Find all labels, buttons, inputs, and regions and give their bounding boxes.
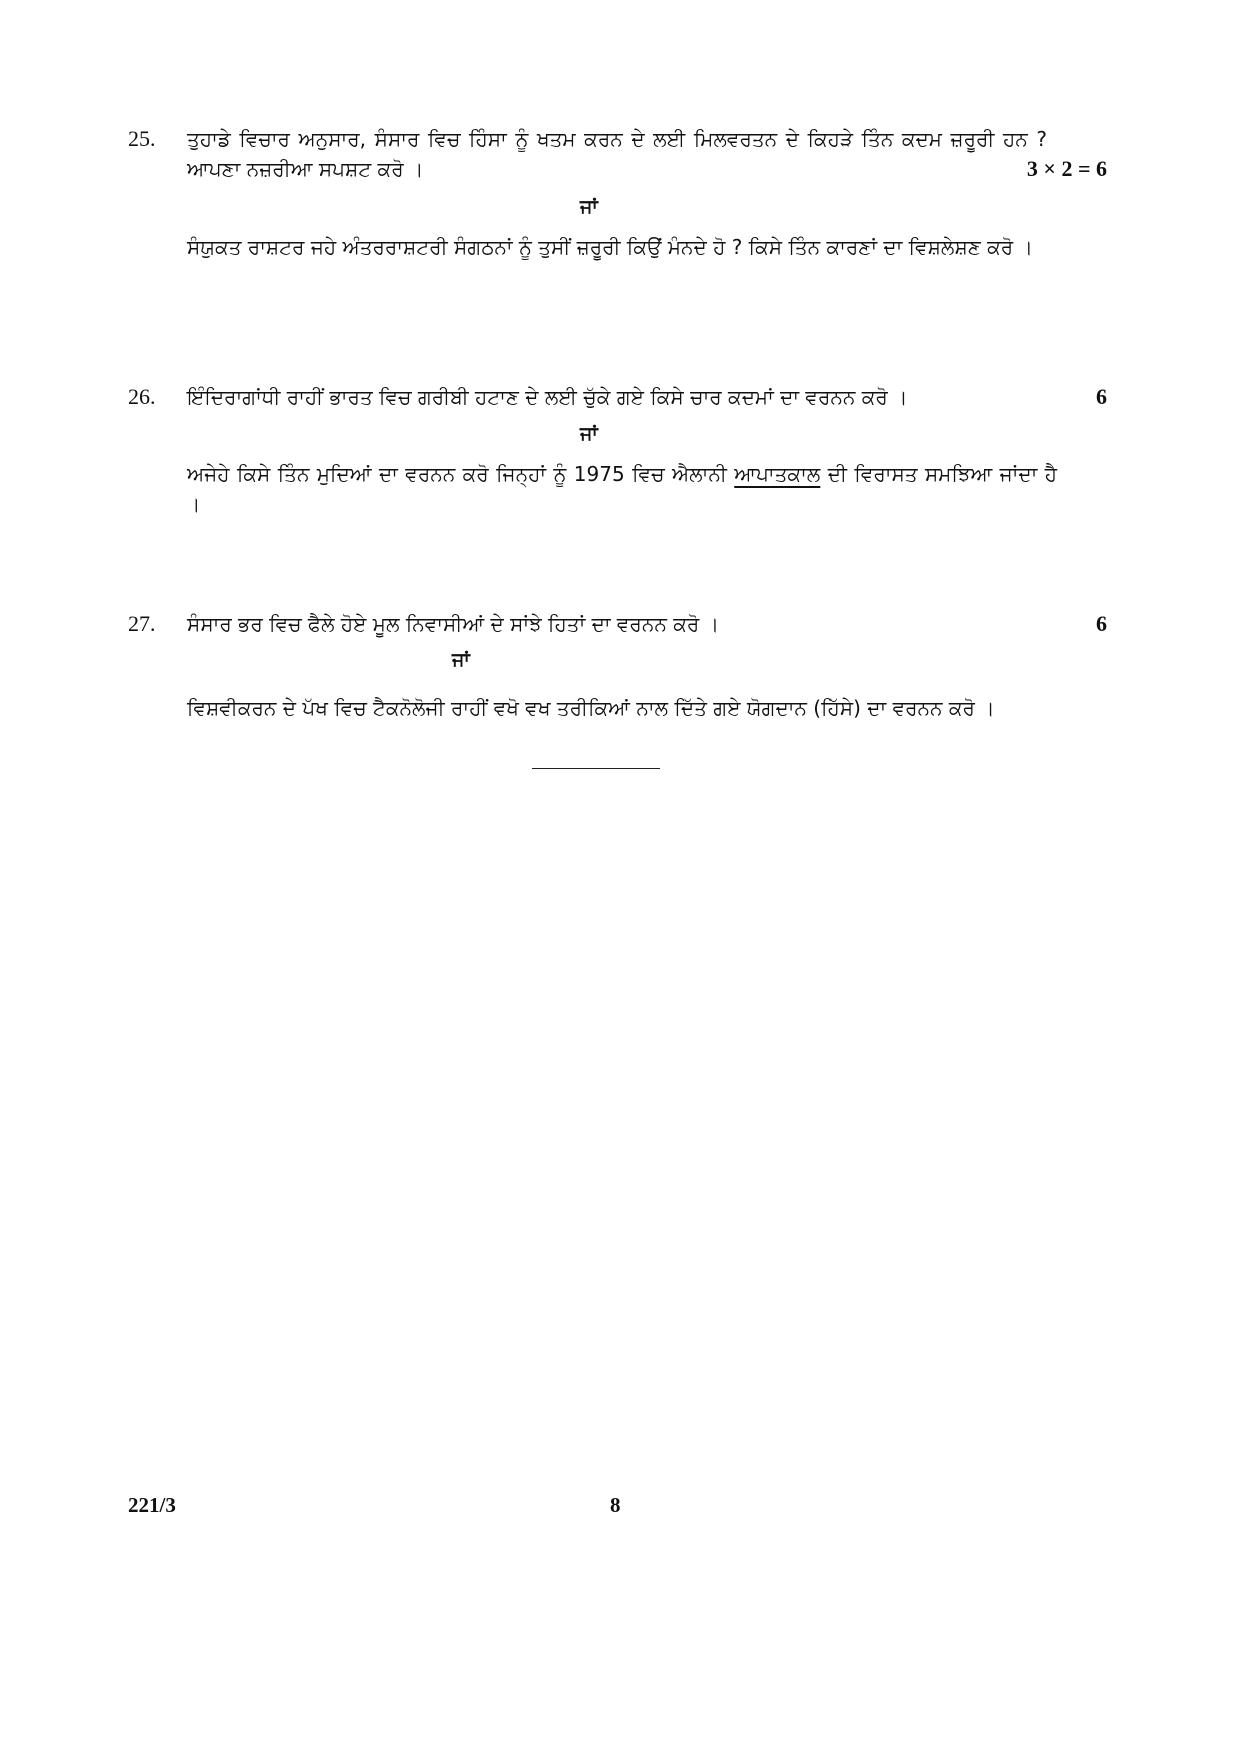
question-text: ਇੰਦਿਰਾਗਾਂਧੀ ਰਾਹੀਂ ਭਾਰਤ ਵਿਚ ਗਰੀਬੀ ਹਟਾਣ ਦੇ ਲਈ ਚੁੱਕੇ ਗਏ ਕਿਸੇ ਚਾਰ ਕਦਮਾਂ ਦਾ ਵਰਨਨ ਕਰੋ । [187, 385, 908, 409]
question-number: 26. [128, 384, 156, 409]
or-separator: ਜਾਂ [580, 423, 598, 445]
alt-text-part: ਦੀ ਵਿਰਾਸਤ ਸਮਝਿਆ ਜਾਂਦਾ ਹੈ । [187, 462, 1057, 516]
question-text: ਤੁਹਾਡੇ ਵਿਚਾਰ ਅਨੁਸਾਰ, ਸੰਸਾਰ ਵਿਚ ਹਿੰਸਾ ਨੂੰ ਖਤਮ ਕਰਨ ਦੇ ਲਈ ਮਿਲਵਰਤਨ ਦੇ ਕਿਹੜੇ ਤਿੰਨ ਕਦਮ ਜ਼ਰੂਰੀ ਹਨ ? ਆਪਣਾ ਨਜ਼ਰੀਆ ਸਪਸ਼ਟ ਕਰੋ । [187, 127, 1047, 181]
question-number: 27. [128, 611, 156, 636]
question-marks: 6 [1096, 384, 1107, 409]
underlined-term: ਆਪਾਤਕਾਲ [734, 462, 821, 486]
end-of-section-rule [532, 768, 660, 769]
alt-text-part: ਅਜੇਹੇ ਕਿਸੇ ਤਿੰਨ ਮੁਦਿਆਂ ਦਾ ਵਰਨਨ ਕਰੋ ਜਿਨ੍ਹਾਂ ਨੂੰ 1975 ਵਿਚ ਐਲਾਨੀ [187, 462, 735, 486]
paper-code: 221/3 [128, 1493, 176, 1517]
or-separator: ਜਾਂ [580, 196, 598, 218]
question-number: 25. [128, 126, 156, 151]
question-marks: 3 × 2 = 6 [1026, 156, 1107, 181]
question-marks: 6 [1096, 611, 1107, 636]
alternative-question-text [187, 459, 1057, 519]
or-separator: ਜਾਂ [452, 649, 470, 671]
alternative-question-text: ਸੰਯੁਕਤ ਰਾਸ਼ਟਰ ਜਹੇ ਅੰਤਰਰਾਸ਼ਟਰੀ ਸੰਗਠਨਾਂ ਨੂੰ ਤੁਸੀਂ ਜ਼ਰੂਰੀ ਕਿਉਂ ਮੰਨਦੇ ਹੋ ? ਕਿਸੇ ਤਿੰਨ ਕਾਰਣਾਂ ਦਾ ਵਿਸ਼ਲੇਸ਼ਣ ਕਰੋ । [187, 235, 1034, 259]
alternative-question-text: ਵਿਸ਼ਵੀਕਰਨ ਦੇ ਪੱਖ ਵਿਚ ਟੈਕਨੋਲੋਜੀ ਰਾਹੀਂ ਵਖੋ ਵਖ ਤਰੀਕਿਆਂ ਨਾਲ ਦਿੱਤੇ ਗਏ ਯੋਗਦਾਨ (ਹਿੱਸੇ) ਦਾ ਵਰਨਨ ਕਰੋ । [187, 696, 995, 720]
question-text: ਸੰਸਾਰ ਭਰ ਵਿਚ ਫੈਲੇ ਹੋਏ ਮੂਲ ਨਿਵਾਸੀਆਂ ਦੇ ਸਾਂਝੇ ਹਿਤਾਂ ਦਾ ਵਰਨਨ ਕਰੋ । [187, 612, 720, 636]
page-number: 8 [610, 1493, 621, 1517]
